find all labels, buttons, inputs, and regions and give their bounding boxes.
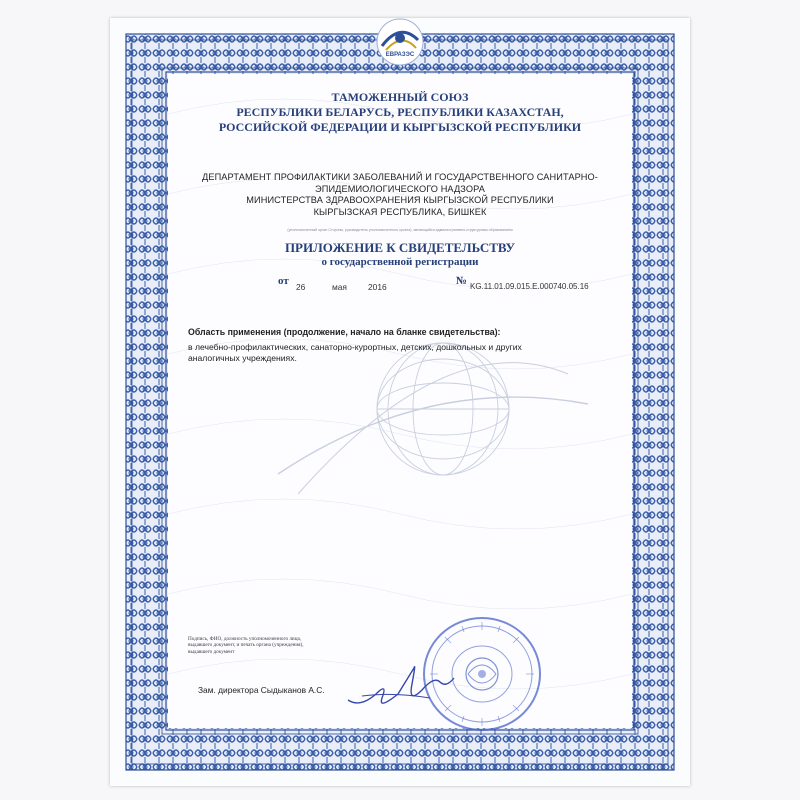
department-line: ЭПИДЕМИОЛОГИЧЕСКОГО НАДЗОРА — [315, 183, 485, 194]
title-line: ТАМОЖЕННЫЙ СОЮЗ — [331, 90, 469, 104]
department-line: КЫРГЫЗСКАЯ РЕСПУБЛИКА, БИШКЕК — [313, 206, 487, 217]
annex-subtitle: о государственной регистрации — [321, 256, 479, 268]
scope-text — [188, 342, 608, 364]
department-line: ДЕПАРТАМЕНТ ПРОФИЛАКТИКИ ЗАБОЛЕВАНИЙ И ГОСУДАРСТВЕННОГО САНИТАРНО- — [202, 172, 598, 182]
globe-watermark-icon — [278, 343, 588, 494]
title-line: РОССИЙСКОЙ ФЕДЕРАЦИИ И КЫРГЫЗСКОЙ РЕСПУБЛИКИ — [218, 120, 582, 134]
scope-heading: Область применения (продолжение, начало на бланке свидетельства): — [188, 327, 501, 337]
number-label: № — [456, 275, 468, 287]
issuing-department — [110, 172, 690, 218]
date-day: 26 — [296, 282, 306, 292]
scope-line: в лечебно-профилактических, санаторно-курортных, детских, дошкольных и других — [188, 342, 522, 352]
date-year: 2016 — [368, 282, 387, 292]
registration-number: KG.11.01.09.015.E.000740.05.16 — [470, 282, 589, 291]
date-month: мая — [332, 282, 347, 292]
title-line: РЕСПУБЛИКИ БЕЛАРУСЬ, РЕСПУБЛИКИ КАЗАХСТАН, — [236, 105, 564, 119]
eurasec-emblem-icon — [372, 18, 428, 68]
handwritten-signature — [342, 648, 462, 718]
caption-line: Подпись, ФИО, должность уполномоченного лица, — [188, 636, 302, 642]
authority-caption: (уполномоченный орган Стороны, руководитель уполномоченного органа), являющийся административно-структурным образованием — [287, 228, 513, 232]
signature-caption — [188, 636, 304, 655]
date-from-label: от — [278, 275, 289, 287]
department-line: МИНИСТЕРСТВА ЗДРАВООХРАНЕНИЯ КЫРГЫЗСКОЙ РЕСПУБЛИКИ — [246, 195, 554, 205]
signatory-name: Зам. директора Сыдыканов А.С. — [198, 685, 325, 695]
logo-text: ЕВРАЗЭС — [385, 52, 415, 58]
caption-line: выдавшего документ — [188, 648, 235, 655]
annex-title: ПРИЛОЖЕНИЕ К СВИДЕТЕЛЬСТВУ — [284, 240, 516, 255]
union-title — [110, 90, 690, 135]
scope-line: аналогичных учреждениях. — [188, 353, 297, 363]
certificate-sheet — [110, 18, 690, 786]
caption-line: выдавшего документ, и печать органа (учреждения), — [188, 642, 304, 649]
